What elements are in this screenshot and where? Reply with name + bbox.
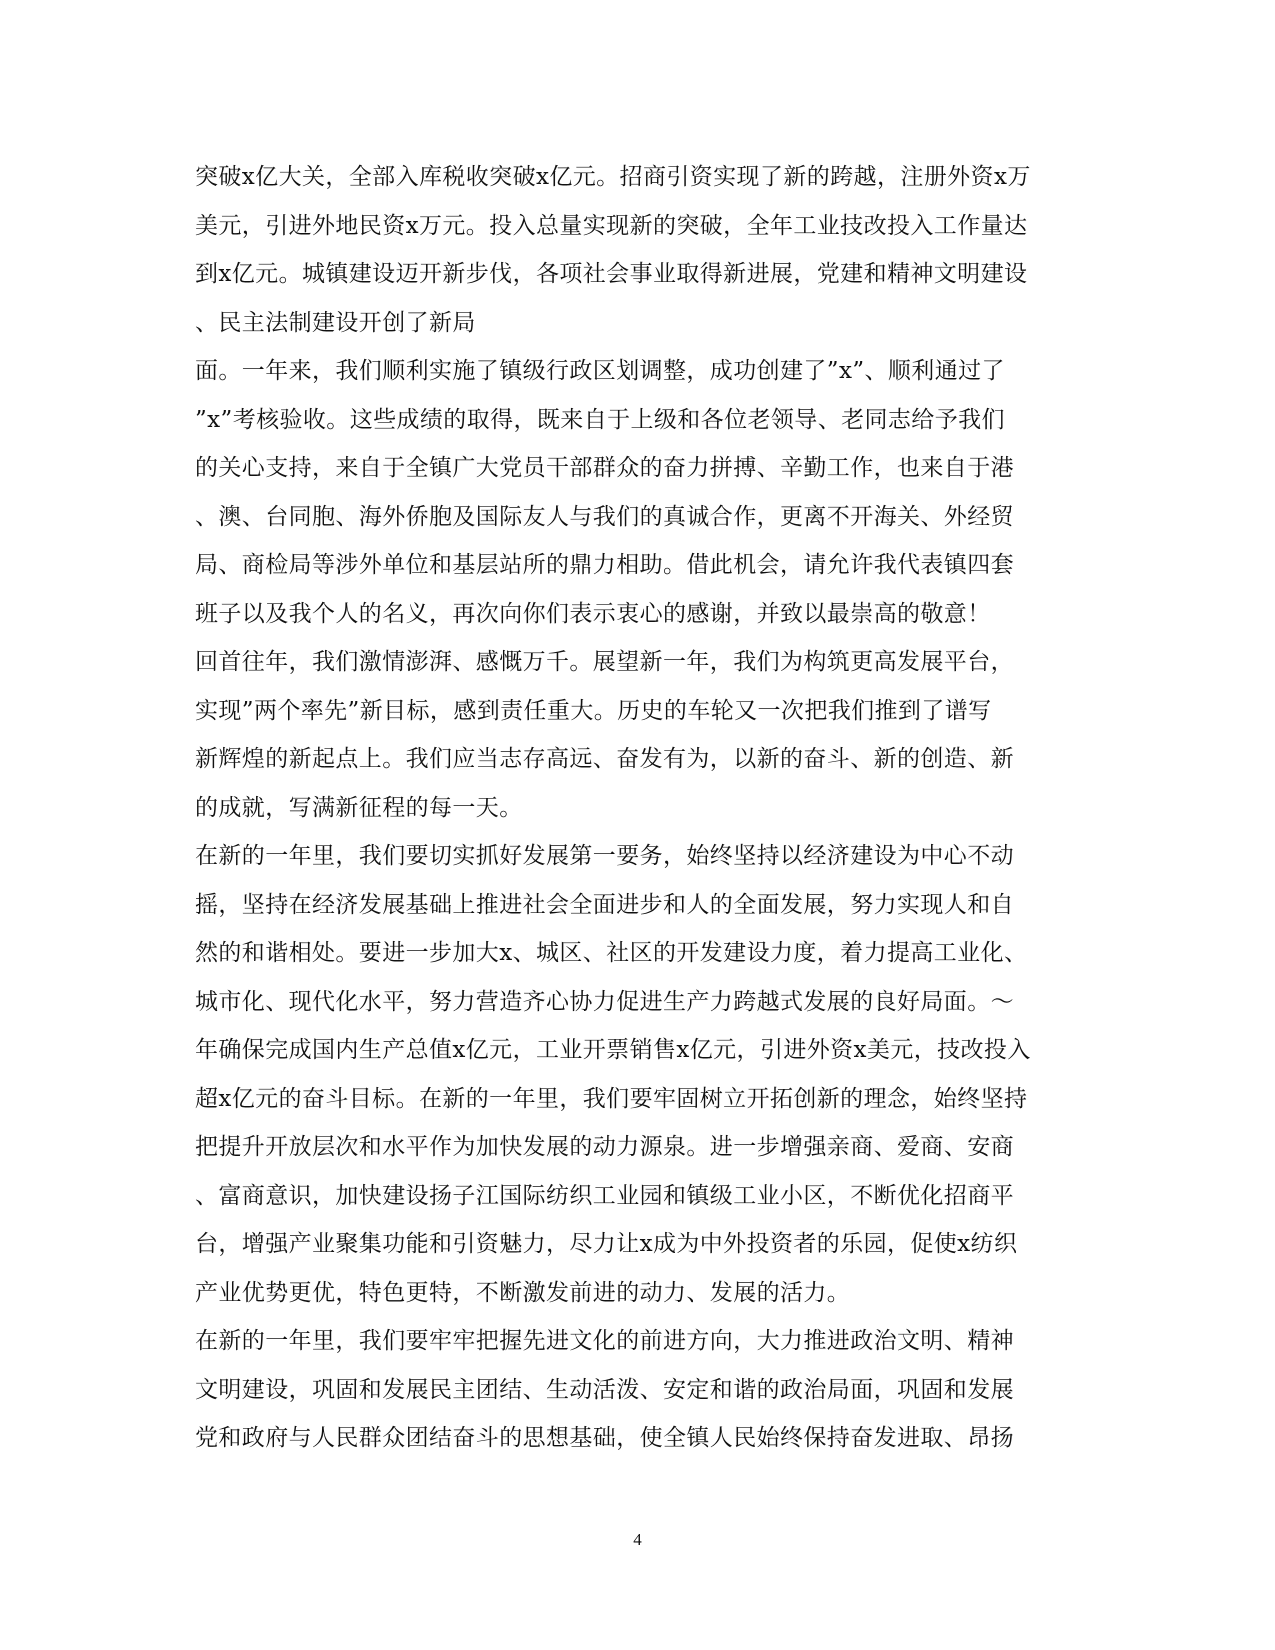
text-line: 把提升开放层次和水平作为加快发展的动力源泉。进一步增强亲商、爱商、安商: [195, 1134, 1014, 1160]
body-text: [195, 153, 1085, 1463]
text-line: 台，增强产业聚集功能和引资魅力，尽力让x成为中外投资者的乐园，促使x纺织: [195, 1231, 1018, 1257]
text-line: 在新的一年里，我们要切实抓好发展第一要务，始终坚持以经济建设为中心不动: [195, 843, 1014, 869]
text-line: 、民主法制建设开创了新局: [195, 309, 476, 336]
text-line: 新辉煌的新起点上。我们应当志存高远、奋发有为，以新的奋斗、新的创造、新: [195, 746, 1014, 772]
text-line: 面。一年来，我们顺利实施了镇级行政区划调整，成功创建了”x”、顺利通过了: [195, 358, 1005, 384]
text-line: 到x亿元。城镇建设迈开新步伐，各项社会事业取得新进展，党建和精神文明建设: [195, 261, 1028, 287]
text-line: 文明建设，巩固和发展民主团结、生动活泼、安定和谐的政治局面，巩固和发展: [195, 1376, 1014, 1403]
text-line: 、富商意识，加快建设扬子江国际纺织工业园和镇级工业小区，不断优化招商平: [195, 1182, 1014, 1209]
text-line: 产业优势更优，特色更特，不断激发前进的动力、发展的活力。: [195, 1279, 851, 1306]
text-line: 局、商检局等涉外单位和基层站所的鼎力相助。借此机会，请允许我代表镇四套: [195, 552, 1014, 578]
page-number: 4: [633, 1530, 642, 1549]
text-line: 超x亿元的奋斗目标。在新的一年里，我们要牢固树立开拓创新的理念，始终坚持: [195, 1085, 1028, 1112]
text-line: 的成就，写满新征程的每一天。: [195, 794, 523, 821]
text-line: ”x”考核验收。这些成绩的取得，既来自于上级和各位老领导、老同志给予我们: [195, 406, 1005, 433]
text-line: 党和政府与人民群众团结奋斗的思想基础，使全镇人民始终保持奋发进取、昂扬: [195, 1425, 1014, 1451]
text-line: 摇，坚持在经济发展基础上推进社会全面进步和人的全面发展，努力实现人和自: [195, 891, 1014, 918]
text-line: 在新的一年里，我们要牢牢把握先进文化的前进方向，大力推进政治文明、精神: [195, 1328, 1014, 1354]
text-line: 城市化、现代化水平，努力营造齐心协力促进生产力跨越式发展的良好局面。～: [195, 988, 1014, 1015]
text-line: 然的和谐相处。要进一步加大x、城区、社区的开发建设力度，着力提高工业化、: [195, 940, 1028, 966]
text-line: 回首往年，我们激情澎湃、感慨万千。展望新一年，我们为构筑更高发展平台，: [195, 649, 1014, 675]
text-line: 突破x亿大关，全部入库税收突破x亿元。招商引资实现了新的跨越，注册外资x万: [195, 164, 1031, 190]
text-line: 实现”两个率先”新目标，感到责任重大。历史的车轮又一次把我们推到了谱写: [195, 697, 992, 724]
text-line: 美元，引进外地民资x万元。投入总量实现新的突破，全年工业技改投入工作量达: [195, 212, 1028, 239]
text-line: 、澳、台同胞、海外侨胞及国际友人与我们的真诚合作，更离不开海关、外经贸: [195, 503, 1014, 530]
text-line: 的关心支持，来自于全镇广大党员干部群众的奋力拼搏、辛勤工作，也来自于港: [195, 455, 1014, 481]
text-line: 班子以及我个人的名义，再次向你们表示衷心的感谢，并致以最崇高的敬意！: [195, 600, 991, 627]
text-line: 年确保完成国内生产总值x亿元，工业开票销售x亿元，引进外资x美元，技改投入: [195, 1037, 1031, 1063]
